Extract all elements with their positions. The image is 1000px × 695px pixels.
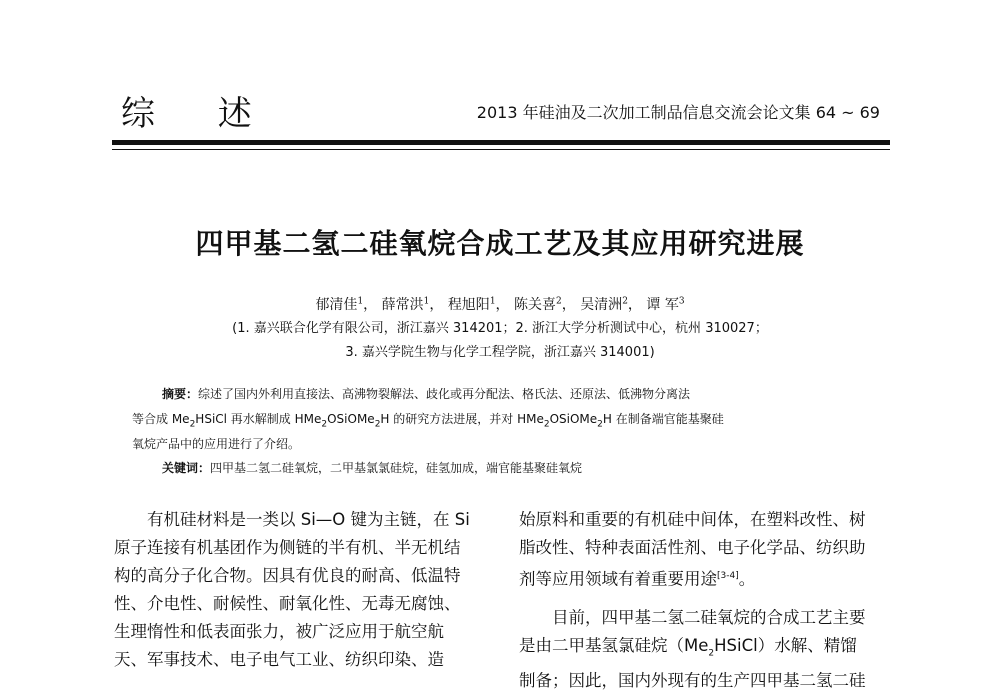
affiliation-line-2: 3. 嘉兴学院生物与化学工程学院，浙江嘉兴 314001) — [345, 345, 655, 360]
abstract-line-3: 氧烷产品中的应用进行了介绍。 — [132, 437, 301, 451]
body-line: 性、介电性、耐候性、耐氧化性、无毒无腐蚀、 — [114, 594, 461, 613]
header-rule-thick — [112, 140, 890, 145]
paper-title: 四甲基二氢二硅氧烷合成工艺及其应用研究进展 — [195, 227, 805, 260]
body-line: 是由二甲基氢氯硅烷$(Me_2HSiCl)$水解、精馏 — [519, 635, 857, 658]
body-line: 脂改性、特种表面活性剂、电子化学品、纺织助 — [519, 538, 866, 557]
section-label: 综 述 — [121, 94, 278, 134]
body-line: 有机硅材料是一类以 Si—O 键为主链，在 Si — [147, 510, 470, 529]
author: 程旭阳$^1$ — [447, 296, 496, 313]
keywords-text: 四甲基二氢二硅氧烷，二甲基氯氯硅烷，硅氢加成，端官能基聚硅氧烷 — [210, 461, 583, 475]
citation-ref: [3-4] — [717, 571, 739, 581]
header-rule-thin — [112, 149, 890, 150]
author-list: 郁清佳$^1$， 薛常洪$^1$， 程旭阳$^1$， 陈关喜$^2$， 吴清洲$^2$， 谭 军$^3$ — [315, 296, 685, 313]
keywords-line — [162, 459, 582, 476]
abstract-label: 摘要： — [162, 387, 199, 401]
running-head: 2013 年硅油及二次加工制品信息交流会论文集 64 ~ 69 — [476, 103, 880, 122]
body-line: 目前，四甲基二氢二硅氧烷的合成工艺主要 — [552, 607, 866, 627]
author: 薛常洪$^1$ — [381, 296, 430, 313]
body-line: 生理惰性和低表面张力，被广泛应用于航空航 — [114, 622, 444, 641]
affiliation-line-1: (1. 嘉兴联合化学有限公司，浙江嘉兴 314201；2. 浙江大学分析测试中心，杭州 310027； — [232, 321, 768, 336]
author: 郁清佳$^1$ — [315, 296, 364, 313]
author: 谭 军$^3$ — [646, 296, 685, 313]
body-column-right — [519, 506, 891, 695]
body-line: 制备；因此，国内外现有的生产四甲基二氢二硅 — [519, 670, 866, 690]
body-line: 始原料和重要的有机硅中间体，在塑料改性、树 — [519, 510, 866, 529]
author: 陈关喜$^2$ — [514, 296, 562, 313]
author: 吴清洲$^2$ — [580, 296, 628, 313]
body-line: 原子连接有机基团作为侧链的半有机、半无机结 — [114, 538, 461, 557]
abstract-text: 综述了国内外利用直接法、高沸物裂解法、歧化或再分配法、格氏法、还原法、低沸物分离法 — [198, 387, 691, 401]
body-line: 天、军事技术、电子电气工业、纺织印染、造 — [114, 650, 444, 669]
abstract-line-1 — [162, 385, 690, 402]
body-line: 构的高分子化合物。因具有优良的耐高、低温特 — [114, 566, 461, 585]
keywords-label: 关键词： — [162, 461, 211, 475]
abstract-line-2: 等合成 $Me_2HSiCl$ 再水解制成 HMe$_2$OSiOMe$_2$H 的研究方法进展，并对 HMe$_2$OSiOMe$_2$H 在制备端官能基聚硅 — [132, 412, 724, 430]
body-column-left — [114, 506, 486, 674]
body-line: 剂等应用领域有着重要用途[3-4]。 — [519, 569, 756, 589]
